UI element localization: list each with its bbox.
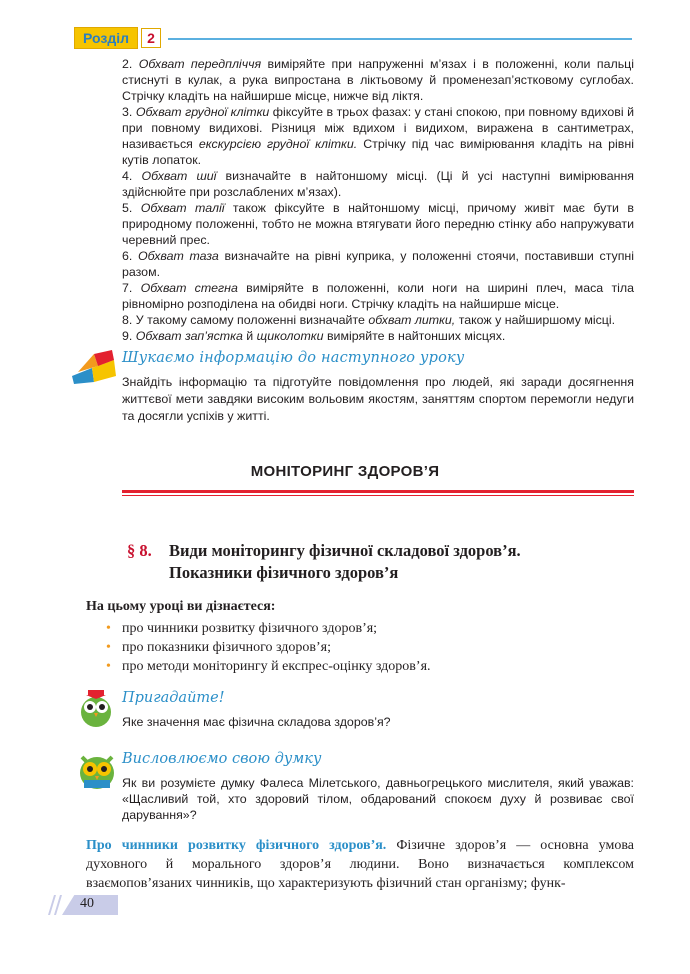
learn-item: • про чинники розвитку фізичного здоров’я; <box>106 619 606 638</box>
measurement-term: Обхват шиї <box>141 169 217 183</box>
paragraph-title <box>127 540 521 584</box>
measurement-text: Стрічку під час вимірювання кладіть на рівні кутів лопаток. <box>122 137 634 167</box>
measurement-text: 3. <box>122 105 136 119</box>
measurement-text: й <box>242 329 257 343</box>
measurement-term: Обхват талії <box>140 201 225 215</box>
main-lead: Про чинники розвитку фізичного здоров’я. <box>86 838 387 853</box>
measurement-term: Обхват передпліччя <box>138 57 262 71</box>
measurement-text: визначайте на рівні куприка, у положенні стоячи, поставивши ступні разом. <box>122 249 635 279</box>
measurement-term: екскурсією грудної клітки. <box>198 137 358 151</box>
measurement-text: 5. <box>122 201 141 215</box>
measurement-text: також фіксуйте в найтоншому місці, причому живіт має бути в природному положенні, тобто не можна втягувати його передню стінку або напружувати черевний прес. <box>122 201 634 247</box>
measurement-text: 8. У такому самому положенні визначайте <box>122 313 369 327</box>
measurement-term: Обхват таза <box>138 249 219 263</box>
section-rule-thin <box>122 495 634 496</box>
measurement-item <box>122 280 634 312</box>
paragraph-title-line2: Показники фізичного здоров’я <box>169 563 399 582</box>
owl-icon <box>78 688 114 728</box>
measurement-item <box>122 312 634 328</box>
measurement-text: 2. <box>122 57 139 71</box>
measurement-item <box>122 104 634 168</box>
opinion-heading: Висловлюємо свою думку <box>122 751 322 767</box>
page-decoration <box>46 895 66 915</box>
measurement-item <box>122 248 634 280</box>
main-body: Фізичне здоров’я — основна умова духовного й морального здоров’я людини. Воно визначається комплексом взаємопов’язаних чинників, що характеризують фізичний стан організму; функ- <box>86 838 634 891</box>
measurement-term: обхват литки, <box>368 313 456 327</box>
measurement-text: виміряйте в найтонших місцях. <box>323 329 506 343</box>
remember-heading: Пригадайте! <box>122 690 225 706</box>
section-label: Розділ <box>74 27 138 49</box>
measurement-item <box>122 56 634 104</box>
section-tab <box>74 28 161 48</box>
measurement-term: Обхват грудної клітки <box>135 105 270 119</box>
section-number: 2 <box>141 28 161 48</box>
measurement-term: Обхват зап’ястка <box>135 329 243 343</box>
measurement-term: Обхват стегна <box>140 281 238 295</box>
measurement-term: щиколотки <box>256 329 324 343</box>
measurement-text: також у найширшому місці. <box>455 313 616 327</box>
search-text: Знайдіть інформацію та підготуйте повідомлення про людей, які заради досягнення життєвої мети завдяки високим вольовим якостям, заняттям спортом перемогли недуги та досягли успіхів у житті. <box>122 375 634 423</box>
measurement-text: визначайте в найтоншому місці. (Ці й усі наступні вимірювання здійснюйте при розслаблених м’язах). <box>122 169 634 199</box>
paragraph-number: § 8. <box>127 541 152 560</box>
measurement-list <box>122 56 634 344</box>
remember-text: Яке значення має фізична складова здоров’я? <box>122 715 391 729</box>
section-rule <box>122 490 634 493</box>
main-paragraph <box>86 836 634 893</box>
measurement-item <box>122 168 634 200</box>
learn-item: • про показники фізичного здоров’я; <box>106 638 606 657</box>
measurement-text: виміряйте при напруженні м’язах і в положенні, коли пальці стиснуті в кулак, а рука випростана в ліктьовому й променезап’ястковому суглобах. Стрічку кладіть на найширше місце, нижче від ліктя. <box>122 57 635 103</box>
measurement-item <box>122 200 634 248</box>
measurement-text: виміряйте в положенні, коли ноги на ширині плеч, маса тіла рівномірно розподілена на обидві ноги. Стрічку кладіть на найширше місце. <box>122 281 634 311</box>
measurement-text: 6. <box>122 249 138 263</box>
search-heading: Шукаємо інформацію до наступного уроку <box>122 350 465 366</box>
book-icon <box>68 346 120 386</box>
measurement-text: 7. <box>122 281 141 295</box>
opinion-text: Як ви розумієте думку Фалеса Мілетського, давньогрецького мислителя, який уважав: «Щасливий той, хто здоровий тілом, обдарований спокоєм духу й розвиває свої дарування»? <box>122 776 634 822</box>
learn-heading: На цьому уроці ви дізнаєтеся: <box>86 599 276 614</box>
measurement-text: фіксуйте в трьох фазах: у стані спокою, при повному вдихові й при повному видихові. Різниця між вдихом і видихом, виражена в сантиметрах, називається <box>122 105 635 151</box>
measurement-item <box>122 328 634 344</box>
header-rule <box>168 38 632 40</box>
owl-glasses-icon <box>76 749 118 791</box>
page-number: 40 <box>80 896 94 911</box>
paragraph-title-line1: Види моніторингу фізичної складової здоров’я. <box>169 541 521 560</box>
measurement-text: 4. <box>122 169 142 183</box>
learn-item: • про методи моніторингу й експрес-оцінку здоров’я. <box>106 657 606 676</box>
learn-list <box>106 619 606 676</box>
section-title: МОНІТОРИНГ ЗДОРОВ’Я <box>250 463 440 480</box>
measurement-text: 9. <box>122 329 136 343</box>
